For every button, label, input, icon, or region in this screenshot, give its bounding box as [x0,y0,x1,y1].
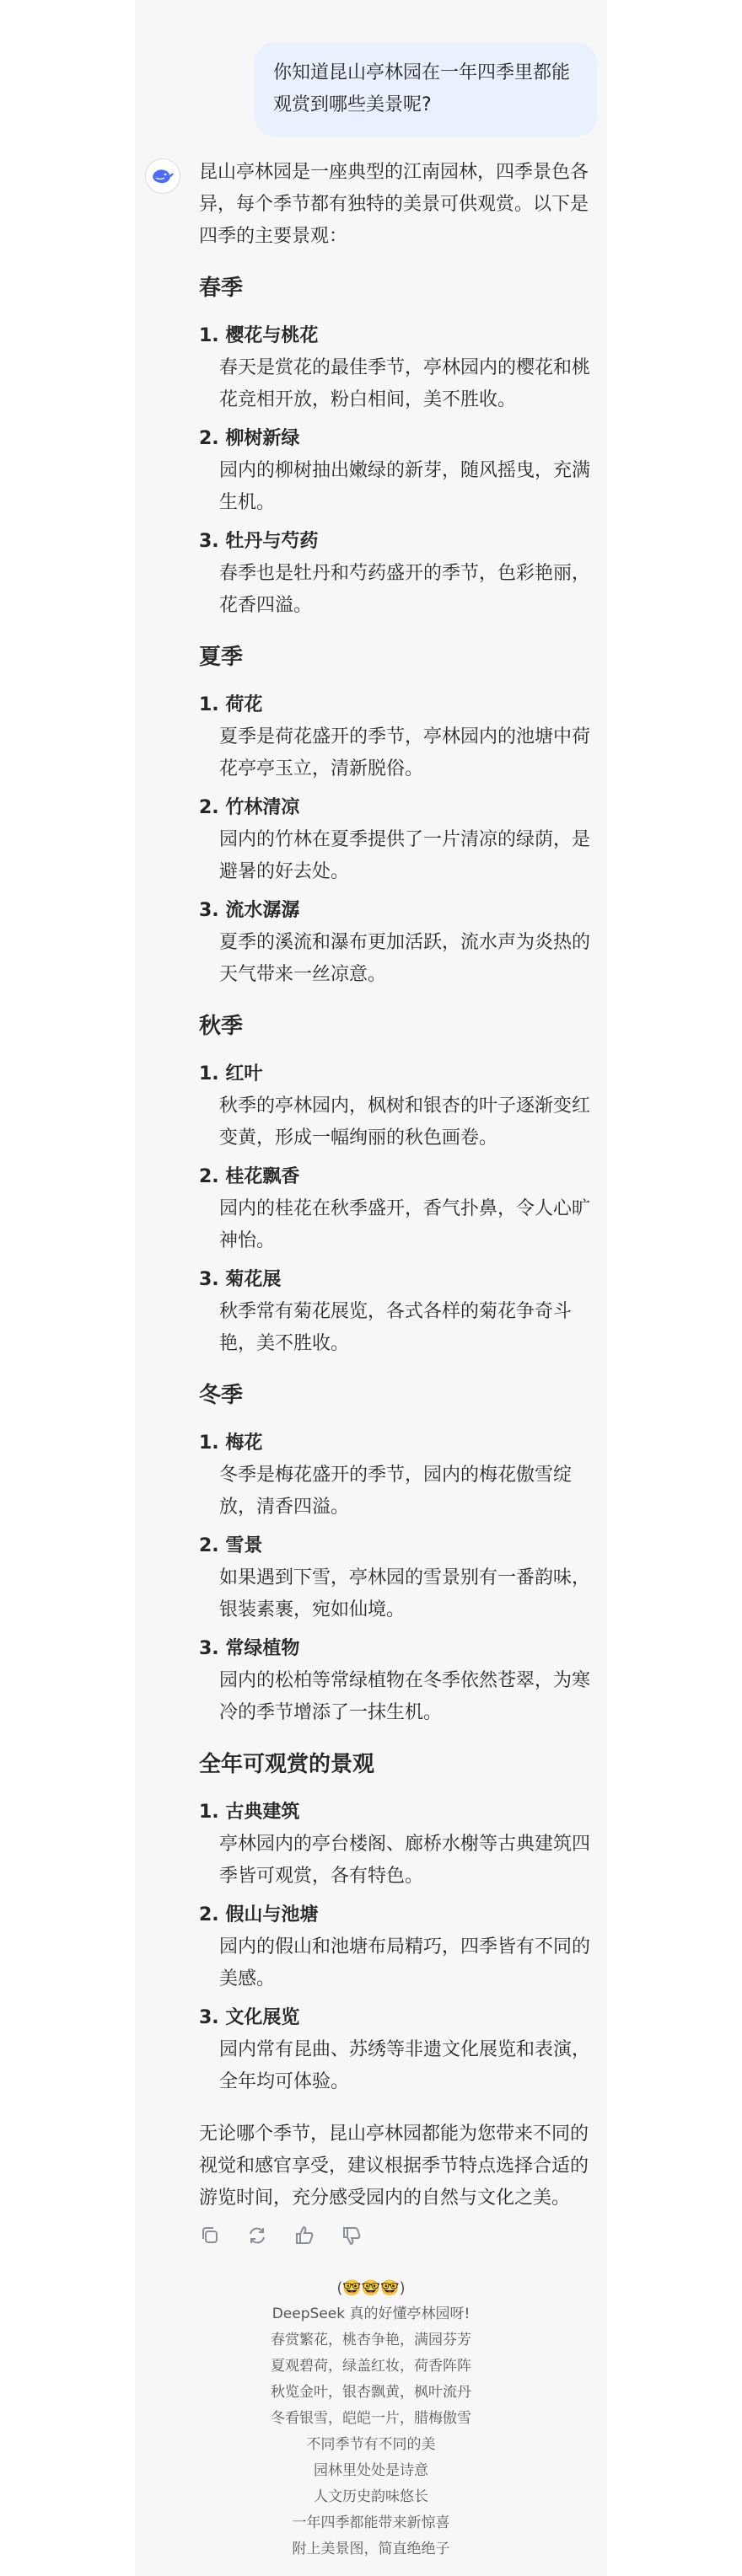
list-item-title: 3. 文化展览 [199,2007,300,2028]
poem-line: 一年四季都能带来新惊喜 [292,2514,450,2531]
list-item-body: 园内的竹林在夏季提供了一片清凉的绿荫，是避暑的好去处。 [219,829,591,882]
regenerate-icon[interactable] [246,2225,268,2247]
list-item-title: 3. 流水潺潺 [199,900,300,921]
list-item-body: 园内的假山和池塘布局精巧，四季皆有不同的美感。 [219,1936,591,1990]
list-item-body: 园内的松柏等常绿植物在冬季依然苍翠，为寒冷的季节增添了一抹生机。 [219,1670,591,1723]
list-item-body: 夏季的溪流和瀑布更加活跃，流水声为炎热的天气带来一丝凉意。 [219,932,591,985]
poem-line: 人文历史韵味悠长 [314,2488,428,2505]
list-item-title: 2. 桂花飘香 [199,1166,300,1187]
list-item-body: 亭林园内的亭台楼阁、廊桥水榭等古典建筑四季皆可观赏，各有特色。 [219,1834,591,1887]
poem-line: 夏观碧荷，绿盖红妆，荷香阵阵 [271,2358,471,2375]
list-item-body: 冬季是梅花盛开的季节，园内的梅花傲雪绽放，清香四溢。 [219,1465,573,1518]
poem-line: 秋览金叶，银杏飘黄，枫叶流丹 [271,2384,471,2401]
list-item-title: 1. 荷花 [199,694,263,715]
list-item-body: 春季也是牡丹和芍药盛开的季节，色彩艳丽，花香四溢。 [219,563,591,616]
list-item-body: 秋季常有菊花展览，各式各样的菊花争奇斗艳，美不胜收。 [219,1301,573,1354]
emoji-line: (🤓🤓🤓) [336,2279,406,2297]
thumbs-down-icon[interactable] [341,2225,363,2247]
poem-line: 冬看银雪，皑皑一片，腊梅傲雪 [271,2410,471,2427]
list-item-body: 园内的柳树抽出嫩绿的新芽，随风摇曳，充满生机。 [219,460,591,513]
thumbs-up-icon[interactable] [293,2225,315,2247]
list-item-body: 秋季的亭林园内，枫树和银杏的叶子逐渐变红变黄，形成一幅绚丽的秋色画卷。 [219,1095,591,1149]
list-item-title: 1. 红叶 [199,1063,263,1084]
section-title: 冬季 [199,1383,244,1408]
list-item-title: 1. 梅花 [199,1433,263,1454]
section-title: 夏季 [199,645,244,670]
list-item-title: 2. 柳树新绿 [199,428,300,449]
message-actions [199,2225,363,2247]
section-title: 秋季 [199,1014,244,1039]
list-item-body: 春天是赏花的最佳季节，亭林园内的樱花和桃花竞相开放，粉白相间，美不胜收。 [219,357,591,410]
list-item-title: 2. 雪景 [199,1535,263,1556]
answer-conclusion: 无论哪个季节，昆山亭林园都能为您带来不同的视觉和感官享受，建议根据季节特点选择合适的游览时间，充分感受园内的自然与文化之美。 [199,2123,589,2209]
list-item-title: 2. 竹林清凉 [199,797,300,818]
section-title: 春季 [199,276,244,301]
list-item-title: 3. 牡丹与芍药 [199,531,319,552]
deepseek-whale-icon [151,167,175,185]
caption-poem [135,2275,607,2563]
list-item-title: 1. 古典建筑 [199,1802,300,1823]
section-title: 全年可观赏的景观 [199,1752,375,1777]
user-message-text: 你知道昆山亭林园在一年四季里都能观赏到哪些美景呢? [273,62,571,115]
poem-line: 园林里处处是诗意 [314,2462,428,2479]
copy-icon[interactable] [199,2225,221,2247]
assistant-avatar [145,158,180,194]
poem-line: 附上美景图，简直绝绝子 [292,2541,450,2557]
list-item-body: 园内的桂花在秋季盛开，香气扑鼻，令人心旷神怡。 [219,1198,591,1251]
list-item-title: 2. 假山与池塘 [199,1904,319,1925]
poem-line: 不同季节有不同的美 [306,2436,436,2453]
list-item-title: 3. 菊花展 [199,1269,282,1290]
user-message-bubble [255,42,597,137]
assistant-answer [199,157,597,2215]
list-item-title: 3. 常绿植物 [199,1638,300,1659]
answer-intro: 昆山亭林园是一座典型的江南园林，四季景色各异，每个季节都有独特的美景可供观赏。以下是四季的主要景观： [199,162,589,247]
list-item-title: 1. 樱花与桃花 [199,325,319,346]
list-item-body: 园内常有昆曲、苏绣等非遗文化展览和表演，全年均可体验。 [219,2039,591,2092]
list-item-body: 夏季是荷花盛开的季节，亭林园内的池塘中荷花亭亭玉立，清新脱俗。 [219,726,591,779]
poem-line: 春赏繁花，桃杏争艳，满园芬芳 [271,2332,471,2348]
list-item-body: 如果遇到下雪，亭林园的雪景别有一番韵味，银装素裹，宛如仙境。 [219,1567,591,1620]
poem-line: DeepSeek 真的好懂亭林园呀! [272,2306,470,2322]
